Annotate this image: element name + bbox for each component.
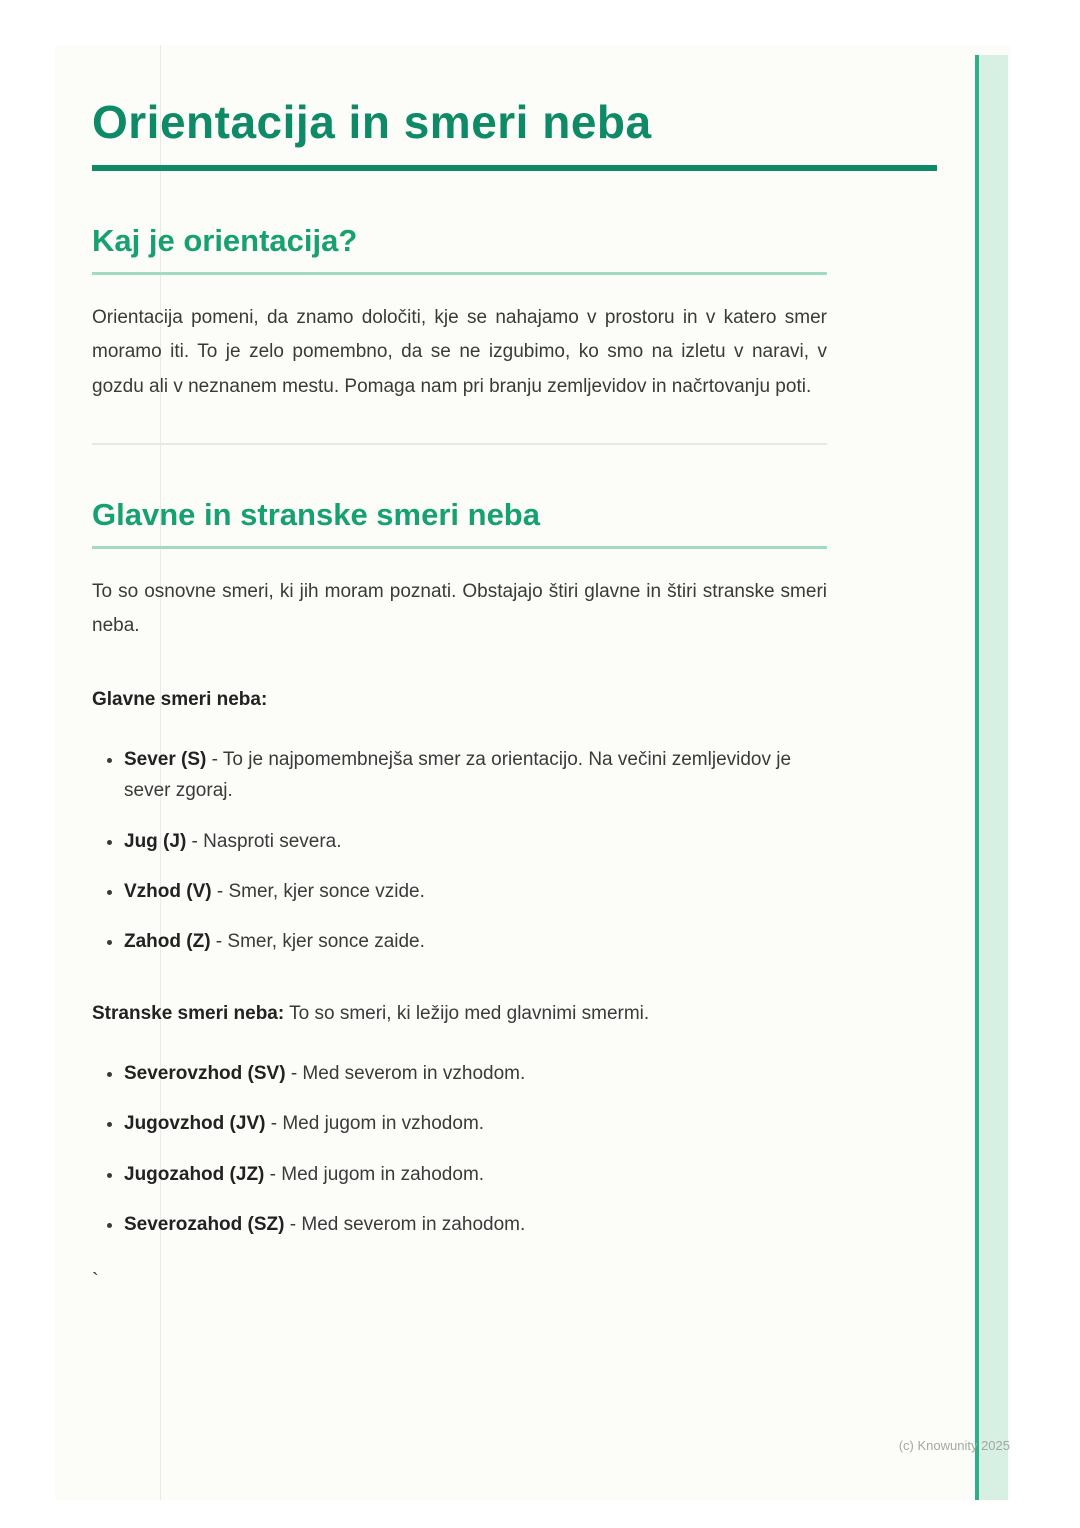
paragraph-orientation: Orientacija pomeni, da znamo določiti, kje se nahajamo v prostoru in v katero smer moramo iti. To je zelo pomembno, da se ne izgubimo, ko smo na izletu v naravi, v gozdu ali v neznanem mestu. Pomaga nam pri branju zemljevidov in načrtovanju poti. bbox=[92, 306, 827, 398]
direction-desc: - Smer, kjer sonce zaide. bbox=[210, 931, 425, 953]
direction-desc: - Nasproti severa. bbox=[186, 830, 342, 852]
direction-desc: - Med severom in vzhodom. bbox=[285, 1063, 526, 1085]
section-heading-orientation: Kaj je orientacija? bbox=[92, 223, 827, 275]
stray-character: ` bbox=[92, 1270, 99, 1293]
list-item-jugovzhod bbox=[124, 1108, 824, 1139]
paragraph-directions: To so osnovne smeri, ki jih moram poznati. Obstajajo štiri glavne in štiri stranske smeri neba. bbox=[92, 580, 827, 637]
document-content bbox=[92, 96, 937, 1293]
copyright-footer: (c) Knowunity 2025 bbox=[898, 1438, 1010, 1453]
section-heading-directions: Glavne in stranske smeri neba bbox=[92, 497, 827, 549]
page-title: Orientacija in smeri neba bbox=[92, 96, 652, 148]
section-divider bbox=[92, 443, 827, 445]
direction-term: Zahod (Z) bbox=[124, 931, 211, 953]
subheading-side-directions-text: To so smeri, ki ležijo med glavnimi smermi. bbox=[284, 1002, 650, 1024]
list-item-jug bbox=[124, 826, 824, 857]
list-item-sever bbox=[124, 744, 824, 807]
direction-desc: - Med jugom in vzhodom. bbox=[265, 1113, 485, 1135]
direction-desc: - To je najpomembnejša smer za orientacijo. Na večini zemljevidov je sever zgoraj. bbox=[124, 749, 792, 802]
direction-term: Severovzhod (SV) bbox=[124, 1063, 286, 1085]
direction-term: Sever (S) bbox=[124, 749, 207, 771]
subheading-main-directions bbox=[92, 684, 827, 716]
direction-term: Jug (J) bbox=[124, 830, 187, 852]
list-item-jugozahod bbox=[124, 1159, 824, 1190]
direction-desc: - Med jugom in zahodom. bbox=[264, 1163, 485, 1185]
direction-desc: - Smer, kjer sonce vzide. bbox=[211, 881, 425, 903]
side-directions-list bbox=[92, 1058, 824, 1240]
list-item-vzhod bbox=[124, 876, 824, 907]
list-item-zahod bbox=[124, 926, 824, 957]
list-item-severozahod bbox=[124, 1209, 824, 1240]
direction-term: Jugozahod (JZ) bbox=[124, 1163, 265, 1185]
direction-term: Vzhod (V) bbox=[124, 881, 212, 903]
direction-term: Jugovzhod (JV) bbox=[124, 1113, 266, 1135]
subheading-side-directions-label: Stranske smeri neba: bbox=[92, 1002, 285, 1024]
direction-term: Severozahod (SZ) bbox=[124, 1214, 285, 1236]
subheading-side-directions bbox=[92, 998, 827, 1030]
subheading-main-directions-label: Glavne smeri neba: bbox=[92, 688, 268, 710]
direction-desc: - Med severom in zahodom. bbox=[284, 1214, 526, 1236]
main-directions-list bbox=[92, 744, 824, 958]
decorative-side-strip bbox=[975, 55, 1008, 1500]
list-item-severovzhod bbox=[124, 1058, 824, 1089]
title-rule bbox=[92, 165, 937, 171]
